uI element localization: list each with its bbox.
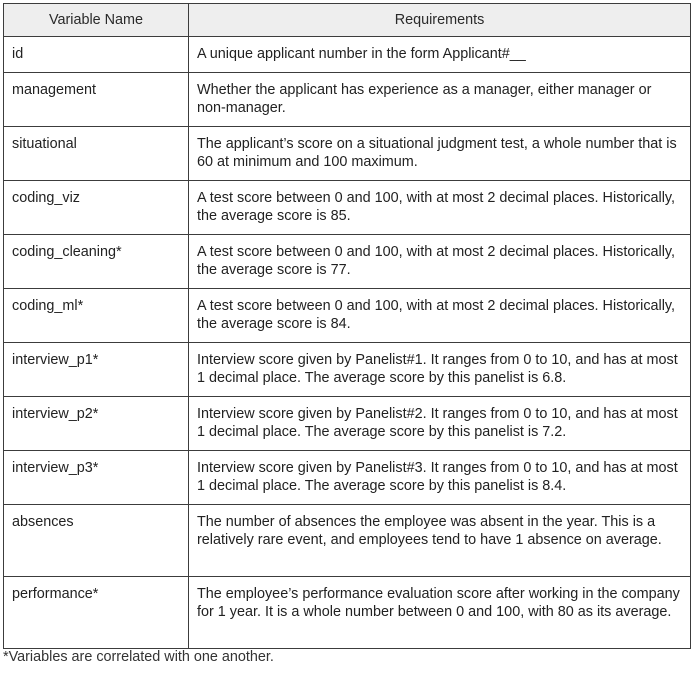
table-row [4, 505, 691, 577]
header-row [4, 4, 691, 37]
table-row [4, 451, 691, 505]
table-row [4, 289, 691, 343]
variable-name-cell: absences [4, 505, 189, 577]
footnote: *Variables are correlated with one another. [3, 649, 274, 665]
table-row [4, 181, 691, 235]
table-row [4, 73, 691, 127]
requirement-cell: A test score between 0 and 100, with at most 2 decimal places. Historically, the average score is 85. [189, 181, 691, 235]
table-header [4, 4, 691, 37]
requirement-cell: The employee’s performance evaluation score after working in the company for 1 year. It is a whole number between 0 and 100, with 80 as its average. [189, 577, 691, 649]
table-row [4, 127, 691, 181]
requirement-cell: The number of absences the employee was absent in the year. This is a relatively rare event, and employees tend to have 1 absence on average. [189, 505, 691, 577]
variable-name-cell: coding_cleaning* [4, 235, 189, 289]
table-row [4, 397, 691, 451]
requirement-cell: A unique applicant number in the form Applicant#__ [189, 37, 691, 73]
requirement-cell: Interview score given by Panelist#3. It ranges from 0 to 10, and has at most 1 decimal place. The average score by this panelist is 8.4. [189, 451, 691, 505]
variable-name-cell: id [4, 37, 189, 73]
requirement-cell: A test score between 0 and 100, with at most 2 decimal places. Historically, the average score is 84. [189, 289, 691, 343]
variable-name-cell: situational [4, 127, 189, 181]
variable-name-cell: coding_viz [4, 181, 189, 235]
requirement-cell: Interview score given by Panelist#1. It ranges from 0 to 10, and has at most 1 decimal place. The average score by this panelist is 6.8. [189, 343, 691, 397]
table-body [4, 37, 691, 649]
table-row [4, 37, 691, 73]
table-row [4, 577, 691, 649]
header-variable-name: Variable Name [4, 4, 189, 37]
variable-requirements-table [3, 3, 691, 649]
requirement-cell: Interview score given by Panelist#2. It ranges from 0 to 10, and has at most 1 decimal place. The average score by this panelist is 7.2. [189, 397, 691, 451]
variable-name-cell: interview_p2* [4, 397, 189, 451]
requirement-cell: Whether the applicant has experience as a manager, either manager or non-manager. [189, 73, 691, 127]
table-row [4, 343, 691, 397]
variable-name-cell: management [4, 73, 189, 127]
variable-name-cell: interview_p3* [4, 451, 189, 505]
variable-name-cell: coding_ml* [4, 289, 189, 343]
header-requirements: Requirements [189, 4, 691, 37]
requirement-cell: A test score between 0 and 100, with at most 2 decimal places. Historically, the average score is 77. [189, 235, 691, 289]
requirement-cell: The applicant’s score on a situational judgment test, a whole number that is 60 at minimum and 100 maximum. [189, 127, 691, 181]
table-row [4, 235, 691, 289]
variable-name-cell: interview_p1* [4, 343, 189, 397]
variable-name-cell: performance* [4, 577, 189, 649]
